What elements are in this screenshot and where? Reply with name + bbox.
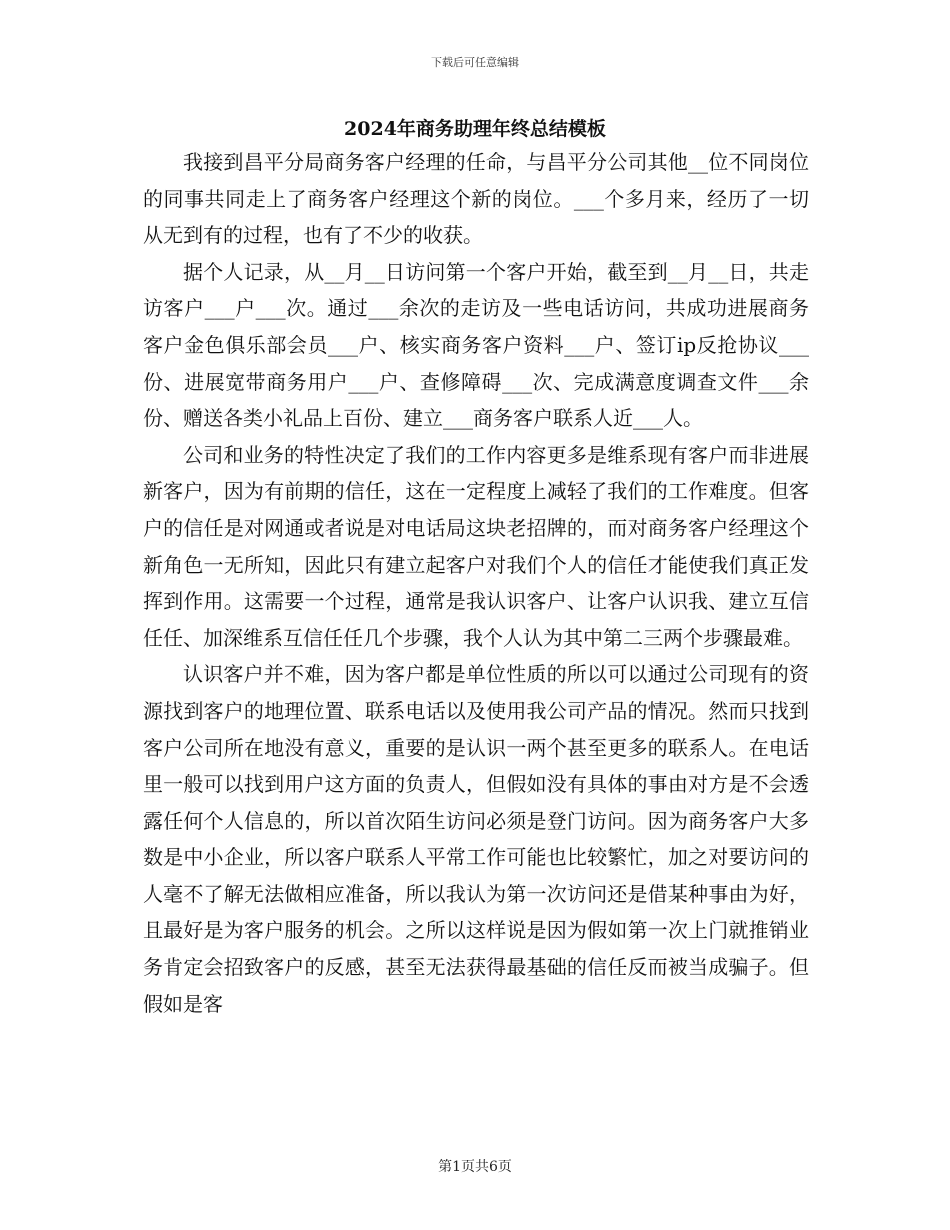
page-number-footer: 第1页共6页 [438, 1159, 512, 1175]
page-header-note: 下载后可任意编辑 [431, 56, 519, 69]
document-body [143, 144, 809, 1022]
paragraph-4: 认识客户并不难，因为客户都是单位性质的所以可以通过公司现有的资源找到客户的地理位置、联系电话以及使用我公司产品的情况。然而只找到客户公司所在地没有意义，重要的是认识一两个甚至更多的联系人。在电话里一般可以找到用户这方面的负责人，但假如没有具体的事由对方是不会透露任何个人信息的，所以首次陌生访问必须是登门访问。因为商务客户大多数是中小企业，所以客户联系人平常工作可能也比较繁忙，加之对要访问的人毫不了解无法做相应准备，所以我认为第一次访问还是借某种事由为好，且最好是为客户服务的机会。之所以这样说是因为假如第一次上门就推销业务肯定会招致客户的反感，甚至无法获得最基础的信任反而被当成骗子。但假如是客 [143, 662, 809, 1016]
document-title: 2024年商务助理年终总结模板 [344, 118, 606, 140]
paragraph-1: 我接到昌平分局商务客户经理的任命，与昌平分公司其他__位不同岗位的同事共同走上了商务客户经理这个新的岗位。___个多月来，经历了一切从无到有的过程，也有了不少的收获。 [143, 150, 809, 248]
paragraph-3: 公司和业务的特性决定了我们的工作内容更多是维系现有客户而非进展新客户，因为有前期的信任，这在一定程度上减轻了我们的工作难度。但客户的信任是对网通或者说是对电话局这块老招牌的，而对商务客户经理这个新角色一无所知，因此只有建立起客户对我们个人的信任才能使我们真正发挥到作用。这需要一个过程，通常是我认识客户、让客户认识我、建立互信任任、加深维系互信任任几个步骤，我个人认为其中第二三两个步骤最难。 [143, 442, 809, 650]
paragraph-2: 据个人记录，从__月__日访问第一个客户开始，截至到__月__日，共走访客户___户___次。通过___余次的走访及一些电话访问，共成功进展商务客户金色俱乐部会员___户、核实商务客户资料___户、签订ip反抢协议___份、进展宽带商务用户___户、查修障碍___次、完成满意度调查文件___余份、赠送各类小礼品上百份、建立___商务客户联系人近___人。 [143, 259, 809, 431]
